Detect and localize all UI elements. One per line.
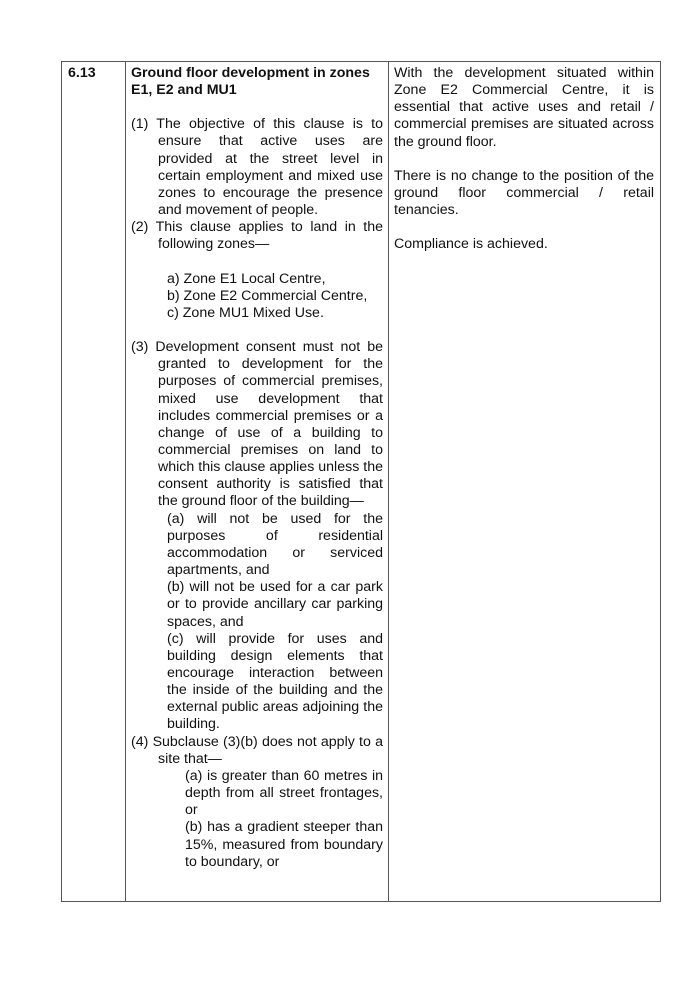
zone-item: a) Zone E1 Local Centre, <box>167 270 326 287</box>
comment-paragraph: There is no change to the position of the ground floor commercial / retail tenancies. <box>394 167 654 219</box>
zone-item: b) Zone E2 Commercial Centre, <box>167 287 368 304</box>
clause-paragraph-4: (4) Subclause (3)(b) does not apply to a site that— <box>131 733 383 767</box>
zone-list <box>131 271 383 322</box>
column-divider <box>388 62 389 901</box>
compliance-statement: Compliance is achieved. <box>394 236 548 253</box>
column-divider <box>125 62 126 901</box>
subclause-item: (a) is greater than 60 metres in depth from all street frontages, or <box>185 767 383 819</box>
subclause-item: (c) will provide for uses and building design elements that encourage interaction between the inside of the building and the external public areas adjoining the building. <box>167 630 383 733</box>
subclause-item: (a) will not be used for the purposes of residential accommodation or serviced apartments, and <box>167 510 383 579</box>
clause-text-cell <box>131 65 383 871</box>
clause-paragraph-3: (3) Development consent must not be granted to development for the purposes of commercial premises, mixed use development that includes commercial premises or a change of use of a building to commercial premises on land to which this clause applies unless the consent authority is satisfied that the ground floor of the building— <box>131 339 383 510</box>
clause-paragraph-1: (1) The objective of this clause is to ensure that active uses are provided at the street level in certain employment and mixed use zones to encourage the presence and movement of people. <box>131 116 383 219</box>
clause-number: 6.13 <box>68 65 96 81</box>
compliance-table <box>61 61 661 902</box>
subclause-item: (b) will not be used for a car park or to provide ancillary car parking spaces, and <box>167 579 383 630</box>
clause-paragraph-2: (2) This clause applies to land in the following zones— <box>131 219 383 253</box>
subclause-item: (b) has a gradient steeper than 15%, measured from boundary to boundary, or <box>185 819 383 870</box>
comment-paragraph: With the development situated within Zone E2 Commercial Centre, it is essential that active uses and retail / commercial premises are situated across the ground floor. <box>394 65 654 150</box>
clause-heading: Ground floor development in zones E1, E2 and MU1 <box>131 65 370 99</box>
zone-item: c) Zone MU1 Mixed Use. <box>167 304 324 321</box>
comment-cell <box>394 65 654 253</box>
